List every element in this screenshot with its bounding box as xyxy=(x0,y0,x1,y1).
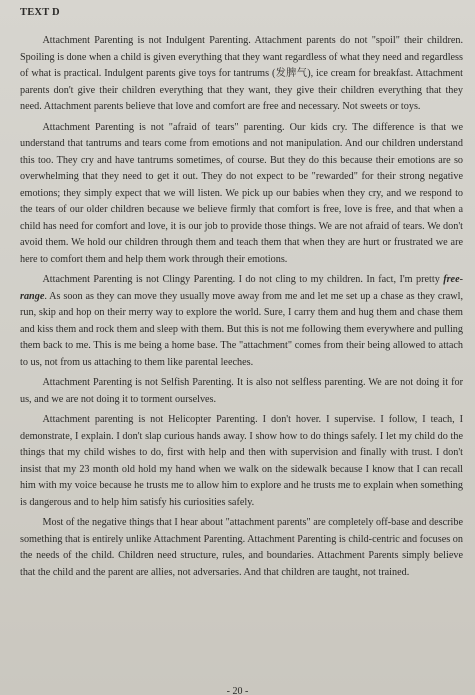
section-heading: TEXT D xyxy=(20,7,60,18)
paragraph-conclusion: Most of the negative things that I hear about "attachment parents" are completely off-base and describe something that is entirely unlike Attachment Parenting. Attachment Parenting is child-centric and focuses on the needs of the child. Children need structure, rules, and boundaries. Attachment Parents simply believe that the child and the parent are allies, not adversaries. And that children are taught, not trained. xyxy=(20,517,463,578)
paragraph-selfish: Attachment Parenting is not Selfish Parenting. It is also not selfless parenting. We are not doing it for us, and we are not doing it to torment ourselves. xyxy=(20,377,463,405)
page-number: - 20 - xyxy=(226,686,249,695)
paragraph-helicopter: Attachment parenting is not Helicopter Parenting. I don't hover. I supervise. I follow, I teach, I demonstrate, I explain. I don't slap curious hands away. I show how to do things safely. I let my child do the things that my child wishes to do, first with help and then with supervision and finally with trust. I don't insist that my 23 month old hold my hand when we walk on the sidewalk because I know that I can recall him with my voice because he trusts me to allow him to explore and he trusts me to explain when something is dangerous and to help him satisfy his curiosities safely. xyxy=(20,414,463,508)
paragraph-tears: Attachment Parenting is not "afraid of tears" parenting. Our kids cry. The difference is that we understand that tantrums and tears come from emotions and not manipulation. And our children understand this too. They cry and have tantrums sometimes, of course. But they do this because their emotions are so overwhelming that they need to get it out. They do not expect to be "rewarded" for their strong negative emotions; they simply expect that we will listen. We pick up our babies when they cry, and we respond to the tears of our older children because we believe firmly that comfort is free, love is free, and that when a child has need for comfort and love, it is our job to provide those things. We are not afraid of tears. We don't avoid them. We hold our children through them and teach them that when they are hurt or frustrated we are here to comfort them and help them work through their emotions. xyxy=(20,121,463,265)
paragraph-clingy-start: Attachment Parenting is not Clingy Parenting. I do not cling to my children. In fact, I'm pretty xyxy=(42,274,444,285)
paragraph-clingy xyxy=(20,272,463,371)
free-range-emphasis: free-range xyxy=(20,274,463,302)
paragraph-clingy-end: . As soon as they can move they usually move away from me and let me set up a chase as they crawl, run, skip and hop on their merry way to explore the world. Sure, I carry them and hug them and chase them and kiss them and rock them and sleep with them. But this is not me following them everywhere and pulling them back to me. This is me being a home base. The "attachment" comes from their being allowed to attach to us, not from us attaching to them like parental leeches. xyxy=(20,290,463,368)
paragraph-indulgent: Attachment Parenting is not Indulgent Parenting. Attachment parents do not "spoil" their children. Spoiling is done when a child is given everything that they want regardless of what they need and regardless of what is practical. Indulgent parents give toys for tantrums (发脾气), ice cream for breakfast. Attachment parents don't give their children everything that they want, they give their children everything that they need. Attachment parents believe that love and comfort are free and necessary. Not sweets or toys. xyxy=(20,35,463,112)
